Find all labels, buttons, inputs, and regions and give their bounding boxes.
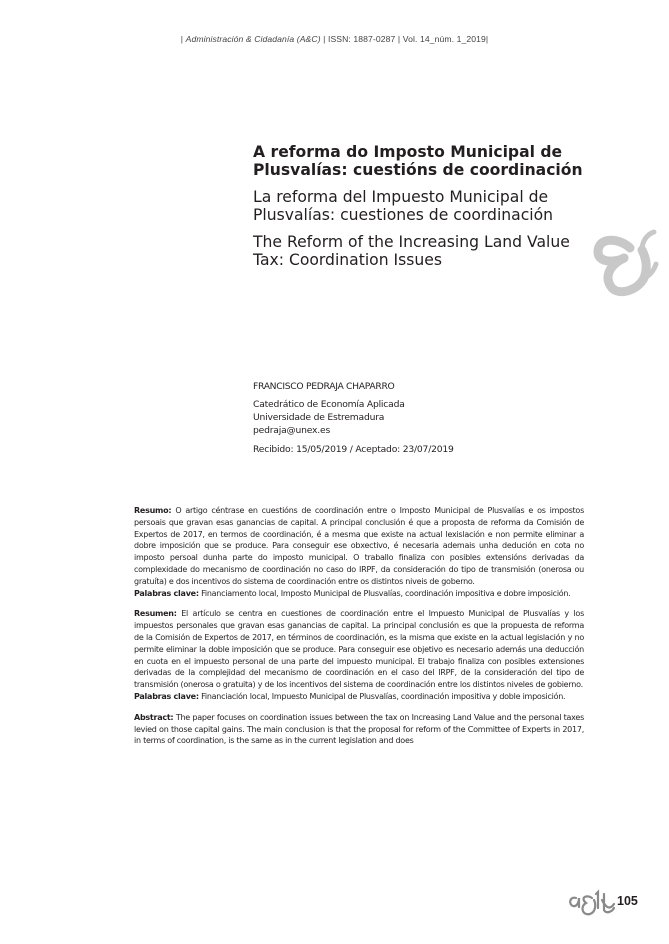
abstract-text: The paper focuses on coordination issues between the tax on Increasing Land Value and the personal taxes levied on those capital gains. The main conclusion is that the proposal for reform of the Committee of Experts in 2017, in terms of coordination, is the same as in the current legislation and does [134, 712, 584, 746]
keywords-text: Financiación local, Impuesto Municipal de Plusvalías, coordinación impositiva y doble imposición. [198, 691, 566, 701]
header-sep: | [320, 34, 328, 44]
issn: ISSN: 1887-0287 [327, 34, 396, 44]
aandc-logo-icon [566, 886, 616, 922]
resumo-block [134, 505, 584, 599]
resumo-label: Resumo: [134, 506, 172, 515]
title-galician: A reforma do Imposto Municipal de Plusvalías: cuestións de coordinación [253, 143, 583, 179]
resumo-text: O artigo céntrase en cuestións de coordinación entre o Imposto Municipal de Plusvalías e os impostos persoais que gravan esas ganancias de capital. A principal conclusión é que a proposta de reforma da Comisión de Expertos de 2017, en termos de coordinación, é a mesma que existe na actual lexislación e non permite eliminar a dobre imposición que se produce. Para conseguir ese obxectivo, é necesaria ademais unha dedución en cota no imposto persoal dunha parte do imposto municipal. O traballo finaliza con posibles extensións derivadas da complexidade do mecanismo de coordinación no caso do IRPF, da consideración do tipo de transmisión (onerosa ou gratuíta) e dos incentivos do sistema de coordinación entre os distintos niveis de goberno. [134, 506, 584, 586]
keywords-label: Palabras clave: [134, 588, 199, 598]
header-sep: | [180, 34, 186, 44]
header-sep: | [395, 34, 403, 44]
author-name: FRANCISCO PEDRAJA CHAPARRO [253, 381, 395, 392]
abstracts-section [134, 505, 584, 756]
received-accepted-dates: Recibido: 15/05/2019 / Aceptado: 23/07/2019 [253, 444, 454, 455]
ampersand-icon [590, 218, 662, 298]
author-position: Catedrático de Economía Aplicada [253, 399, 405, 410]
resumen-keywords [134, 691, 584, 703]
journal-name: Administración & Cidadanía (A&C) [185, 34, 321, 44]
resumo-keywords [134, 588, 584, 600]
abstract-label: Abstract: [134, 712, 174, 722]
keywords-text: Financiamento local, Imposto Municipal de Plusvalías, coordinación impositiva e dobre imposición. [198, 588, 571, 598]
title-spanish: La reforma del Impuesto Municipal de Plusvalías: cuestiones de coordinación [253, 188, 554, 224]
volume: Vol. 14_núm. 1_2019 [402, 34, 486, 44]
resumo-paragraph [134, 505, 584, 588]
author-block [253, 381, 454, 455]
keywords-label: Palabras clave: [134, 691, 199, 701]
author-institution: Universidade de Estremadura [253, 412, 385, 423]
author-email[interactable]: pedraja@unex.es [253, 425, 331, 436]
page-number: 105 [617, 894, 638, 908]
resumen-label: Resumen: [134, 609, 177, 619]
header-sep: | [485, 34, 489, 44]
journal-header [0, 34, 669, 44]
title-english: The Reform of the Increasing Land Value Tax: Coordination Issues [253, 233, 570, 269]
abstract-paragraph [134, 712, 584, 747]
article-titles [253, 143, 593, 278]
abstract-block [134, 712, 584, 747]
resumen-paragraph [134, 608, 584, 691]
resumen-block [134, 608, 584, 702]
resumen-text: El artículo se centra en cuestiones de coordinación entre el Impuesto Municipal de Plusvalías y los impuestos personales que gravan esas ganancias de capital. La principal conclusión es que la propuesta de reforma de la Comisión de Expertos de 2017, en términos de coordinación, es la misma que existe en la actual legislación y no permite eliminar la doble imposición que se produce. Para conseguir ese objetivo es necesario además una deducción en cuota en el impuesto personal de una parte del impuesto municipal. El trabajo finaliza con posibles extensiones derivadas de la complejidad del mecanismo de coordinación en el caso del IRPF, de la consideración del tipo de transmisión (onerosa o gratuita) y de los incentivos del sistema de coordinación entre los distintos niveles de gobierno. [134, 609, 584, 690]
